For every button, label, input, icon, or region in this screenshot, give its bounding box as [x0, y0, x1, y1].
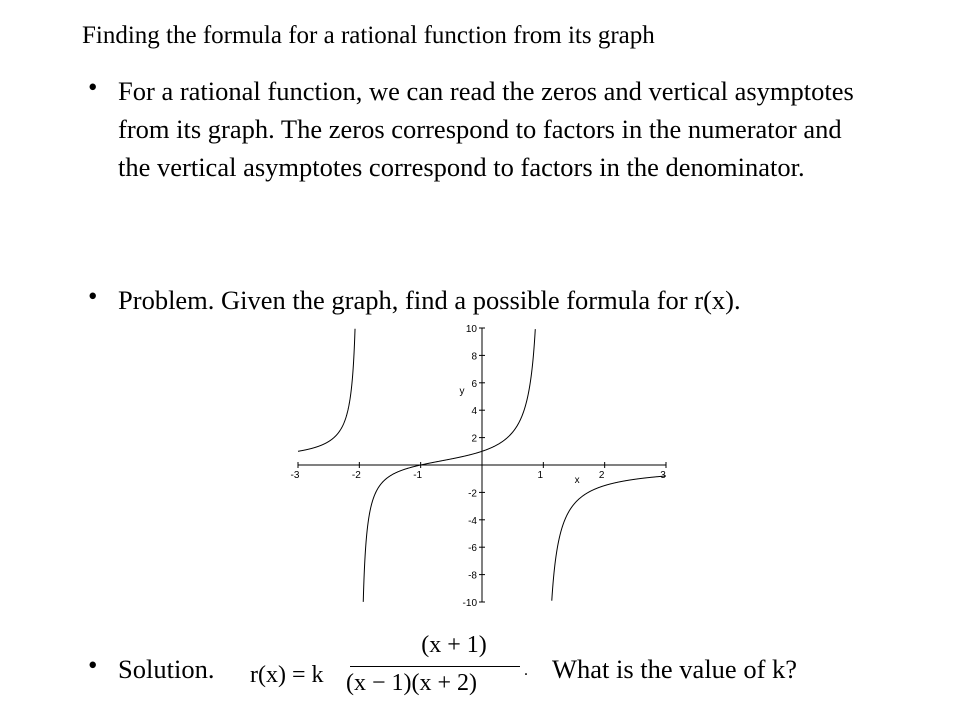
y-axis-label: y — [459, 385, 465, 397]
bullet-text-rational-zeros: For a rational function, we can read the zeros and vertical asymptotes from its graph. The zeros correspond to factors in the numerator and the vertical asymptotes correspond to factors in the denominator. — [118, 76, 854, 182]
y-tick-label: -2 — [468, 488, 477, 500]
bullet-marker: • — [88, 281, 98, 311]
formula-lhs: r(x) = k — [250, 662, 324, 688]
y-tick-label: 8 — [471, 351, 477, 363]
x-tick-label: -2 — [351, 470, 361, 481]
y-tick-label: 4 — [471, 406, 477, 418]
curve-branch-3 — [552, 476, 666, 601]
bullet-text-problem: Problem. Given the graph, find a possible formula for r(x). — [118, 285, 741, 315]
curve-branch-1 — [298, 329, 355, 452]
y-tick-label: -10 — [462, 598, 477, 609]
formula-r-of-x — [250, 632, 550, 712]
formula-period: . — [524, 662, 528, 679]
x-tick-label: 3 — [660, 470, 666, 481]
x-tick-label: 1 — [537, 470, 544, 481]
y-tick-label: -6 — [468, 543, 477, 555]
slide-title: Finding the formula for a rational function from its graph — [82, 22, 655, 49]
y-tick-label: 2 — [471, 433, 477, 445]
x-axis-label: x — [574, 475, 580, 486]
y-tick-label: -8 — [468, 570, 477, 582]
x-tick-label: -1 — [413, 470, 423, 481]
x-tick-label: -3 — [290, 470, 300, 481]
y-tick-label: -4 — [468, 515, 477, 527]
y-tick-label: 10 — [465, 324, 477, 335]
bullet-marker: • — [88, 650, 98, 680]
question-value-of-k: What is the value of k? — [552, 654, 798, 684]
bullet-marker: • — [88, 72, 98, 102]
fraction-bar — [350, 666, 520, 667]
rational-function-graph — [270, 318, 670, 610]
formula-numerator: (x + 1) — [421, 632, 487, 658]
x-tick-label: 2 — [598, 470, 605, 481]
y-tick-label: 6 — [471, 378, 477, 390]
formula-denominator: (x − 1)(x + 2) — [346, 670, 478, 696]
bullet-text-solution: Solution. — [118, 654, 215, 684]
